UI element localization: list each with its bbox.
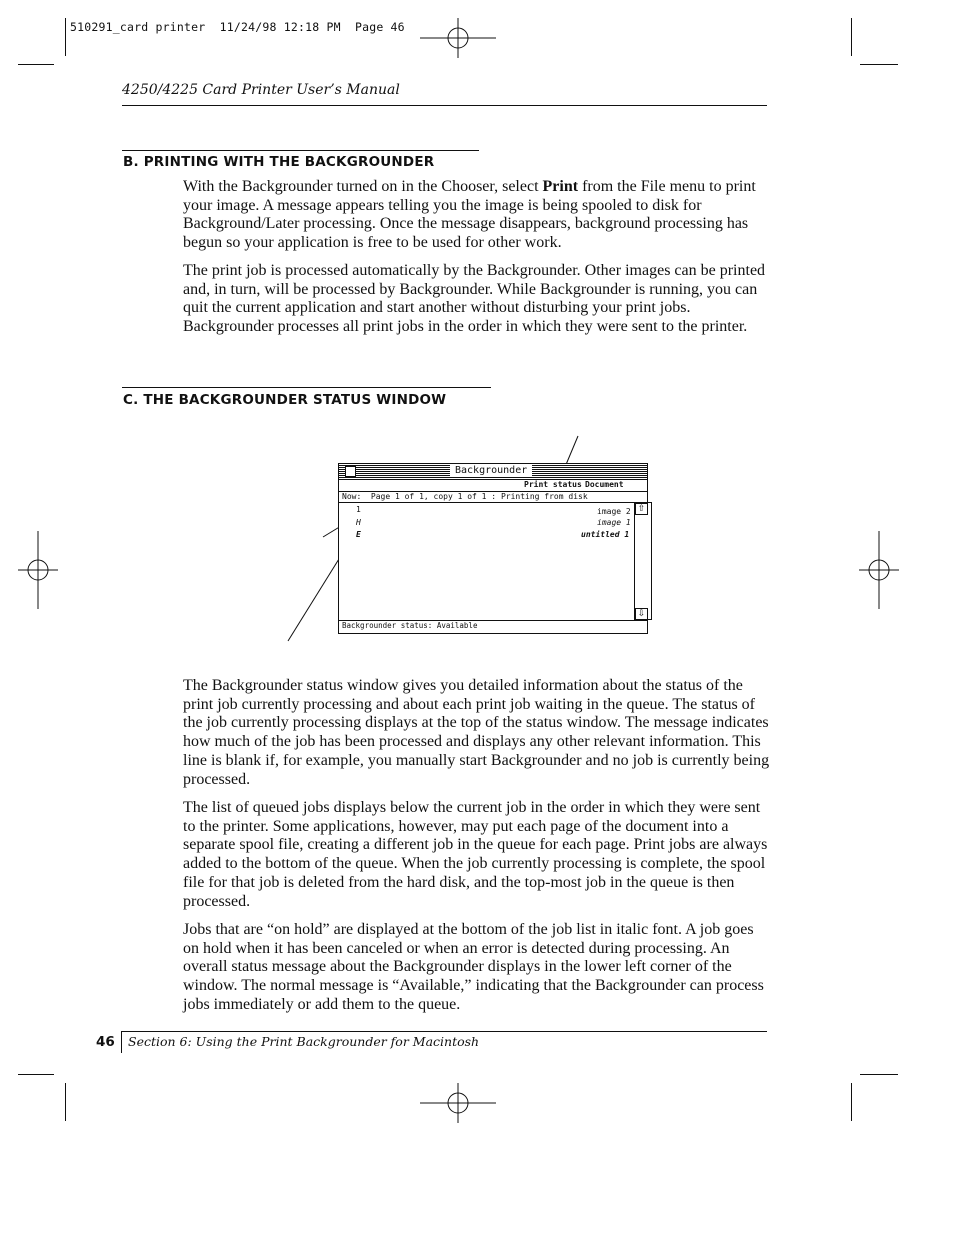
page-number: 46 xyxy=(96,1034,115,1050)
window-title: Backgrounder xyxy=(450,465,532,477)
section-b-rule xyxy=(122,150,479,151)
job-marker: H xyxy=(356,518,361,527)
section-c-paragraph-1: The Backgrounder status window gives you detailed information about the status of the print job currently processing and about each print job waiting in the queue. The status of the job currently processing displays at the top of the status window. The message indicates how much of the job has been processed and displays any other relevant information. This line is blank if, for example, you manually start Backgrounder and no job is currently being processed. xyxy=(183,677,770,788)
registration-mark-top xyxy=(420,18,498,58)
close-box-icon[interactable] xyxy=(345,466,356,477)
paragraph-text: from the File menu to print your image. A message appears telling you the image is being spooled to disk for Background/Later processing. Once the message disappears, background processing has begun so your application is free to be used for other work. xyxy=(183,178,756,252)
column-document: Document xyxy=(585,480,624,489)
crop-mark xyxy=(18,1074,54,1075)
section-c-heading: C. THE BACKGROUNDER STATUS WINDOW xyxy=(123,392,447,408)
section-b-paragraph-2: The print job is processed automatically by the Backgrounder. Other images can be printed and, in turn, will be processed by Backgrounder. While Backgrounder is running, you can quit the current application and start another without disturbing your print jobs. Backgrounder processes all print jobs in the order in which they were sent to the printer. xyxy=(183,262,766,336)
scroll-up-arrow-icon[interactable]: ⇧ xyxy=(635,503,648,515)
current-job-status: Now: Page 1 of 1, copy 1 of 1 : Printing from disk xyxy=(342,492,588,501)
registration-mark-left xyxy=(18,531,58,609)
job-marker: E xyxy=(356,530,361,539)
registration-mark-right xyxy=(859,531,899,609)
section-b-paragraph-1 xyxy=(183,178,773,253)
header-rule xyxy=(122,105,767,106)
window-shadow-edge xyxy=(647,502,652,620)
section-c-paragraph-2: The list of queued jobs displays below the current job in the order in which they were sent to the printer. Some applications, however, may put each page of the document into a separate spool file, creating a different job in the queue for each page. Print jobs are always added to the bottom of the queue. When the job currently processing is complete, the spool file for that job is deleted from the hard disk, and the top-most job in the queue is then processed. xyxy=(183,799,768,910)
job-marker: 1 xyxy=(356,505,361,514)
job-document[interactable]: untitled 1 xyxy=(581,530,630,539)
crop-mark xyxy=(860,1074,898,1075)
registration-mark-bottom xyxy=(420,1083,498,1123)
crop-mark xyxy=(65,18,66,56)
section-c-rule xyxy=(122,387,491,388)
backgrounder-status: Backgrounder status: Available xyxy=(342,621,478,630)
window-title-bar[interactable] xyxy=(339,464,647,480)
crop-mark xyxy=(851,18,852,56)
crop-mark xyxy=(65,1083,66,1121)
scroll-down-arrow-icon[interactable]: ⇩ xyxy=(635,608,648,620)
printer-slug: 510291_card printer 11/24/98 12:18 PM Page 46 xyxy=(70,20,405,34)
running-head: 4250/4225 Card Printer User’s Manual xyxy=(122,82,400,98)
crop-mark xyxy=(18,64,54,65)
section-b-heading: B. PRINTING WITH THE BACKGROUNDER xyxy=(123,154,435,170)
section-c-paragraph-3: Jobs that are “on hold” are displayed at the bottom of the job list in italic font. A job goes on hold when it has been canceled or when an error is detected during processing. An overall status message about the Backgrounder displays in the lower left corner of the window. The normal message is “Available,” indicating that the Backgrounder can process jobs immediately or add them to the queue. xyxy=(183,921,764,1013)
crop-mark xyxy=(860,64,898,65)
job-document[interactable]: image 2 xyxy=(597,507,631,516)
vertical-scrollbar[interactable] xyxy=(634,503,648,620)
column-print-status: Print status xyxy=(524,480,582,489)
current-job-divider xyxy=(339,502,649,503)
footer-divider xyxy=(121,1031,122,1053)
crop-mark xyxy=(851,1083,852,1121)
print-command-bold: Print xyxy=(542,178,579,195)
backgrounder-window xyxy=(338,463,648,634)
paragraph-text: With the Backgrounder turned on in the Chooser, select xyxy=(183,178,543,195)
footer-rule xyxy=(122,1031,767,1032)
footer-section-title: Section 6: Using the Print Backgrounder for Macintosh xyxy=(128,1034,480,1049)
job-document[interactable]: image 1 xyxy=(597,518,631,527)
